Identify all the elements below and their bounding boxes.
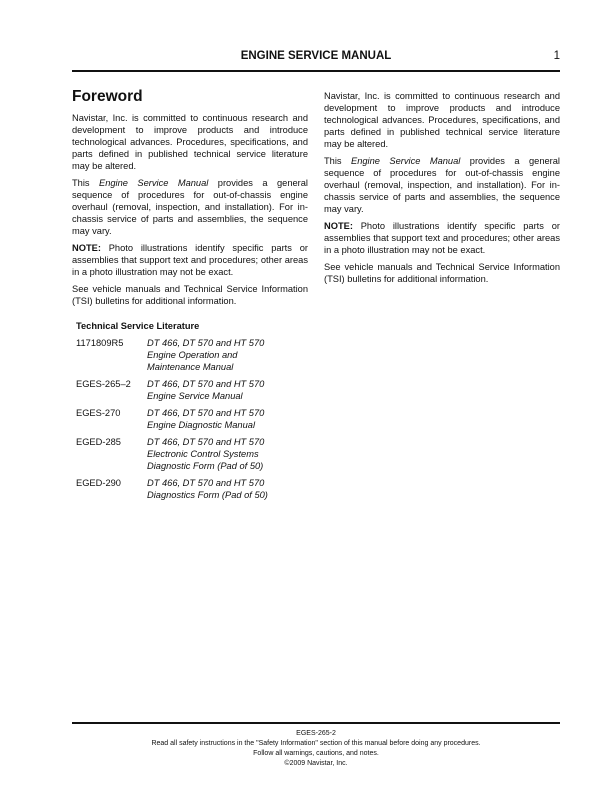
literature-code: 1171809R5 [76, 338, 124, 348]
paragraph-note [324, 220, 560, 256]
footer-safety-line: Read all safety instructions in the "Safety Information" section of this manual before doing any procedures. [151, 740, 481, 747]
text: This [72, 178, 100, 188]
literature-code: EGED-290 [76, 478, 121, 488]
note-label: NOTE: [72, 243, 101, 253]
header-title: ENGINE SERVICE MANUAL [240, 50, 392, 62]
foreword-heading: Foreword [72, 88, 143, 105]
page-header [72, 49, 560, 65]
paragraph-manual [324, 155, 560, 215]
literature-title: DT 466, DT 570 and HT 570 Engine Diagnostic Manual [147, 408, 265, 430]
paragraph-intro: Navistar, Inc. is committed to continuous research and development to improve products and introduce technological advances. Procedures, specifications, and parts defined in published technical service literature may be altered. [324, 91, 560, 149]
paragraph-manual [72, 177, 308, 237]
literature-title: DT 466, DT 570 and HT 570 Engine Service Manual [147, 379, 265, 401]
paragraph-intro: Navistar, Inc. is committed to continuous research and development to improve products and introduce technological advances. Procedures, specifications, and parts defined in published technical service literature may be altered. [72, 113, 308, 171]
literature-title: DT 466, DT 570 and HT 570 Electronic Control Systems Diagnostic Form (Pad of 50) [147, 437, 265, 471]
literature-row [76, 407, 316, 431]
literature-row [76, 378, 316, 402]
literature-code: EGES-265–2 [76, 379, 131, 389]
header-rule [72, 70, 560, 72]
note-label: NOTE: [324, 221, 353, 231]
literature-row [76, 337, 316, 373]
text: Photo illustrations identify specific parts or assemblies that support text and procedures; other areas in a photo illustration may not be exact. [72, 243, 308, 277]
text: This [324, 156, 352, 166]
footer-copyright: ©2009 Navistar, Inc. [284, 760, 348, 767]
literature-row [76, 477, 316, 501]
page-number: 1 [553, 50, 560, 62]
literature-code: EGES-270 [76, 408, 121, 418]
paragraph-see: See vehicle manuals and Technical Service Information (TSI) bulletins for additional information. [72, 284, 308, 306]
text: Photo illustrations identify specific parts or assemblies that support text and procedures; other areas in a photo illustration may not be exact. [324, 221, 560, 255]
text: provides a general sequence of procedures for out-of-chassis engine overhaul (removal, inspection, and installation). For in-chassis service of parts and assemblies, the sequence may vary. [72, 178, 308, 236]
paragraph-note [72, 242, 308, 278]
page-footer [72, 729, 560, 769]
manual-title: Engine Service Manual [351, 156, 461, 166]
right-column [324, 90, 560, 290]
text: provides a general sequence of procedures for out-of-chassis engine overhaul (removal, inspection, and installation). For in-chassis service of parts and assemblies, the sequence may vary. [324, 156, 560, 214]
literature-title: DT 466, DT 570 and HT 570 Diagnostics Form (Pad of 50) [147, 478, 268, 500]
manual-title: Engine Service Manual [99, 178, 209, 188]
literature-heading: Technical Service Literature [76, 321, 200, 331]
footer-warnings-line: Follow all warnings, cautions, and notes. [253, 750, 379, 757]
literature-code: EGED-285 [76, 437, 121, 447]
literature-row [76, 436, 316, 472]
paragraph-see: See vehicle manuals and Technical Service Information (TSI) bulletins for additional information. [324, 262, 560, 284]
footer-doc-id: EGES-265-2 [296, 730, 336, 737]
literature-table [76, 320, 316, 506]
left-column [72, 88, 308, 312]
literature-title: DT 466, DT 570 and HT 570 Engine Operation and Maintenance Manual [147, 338, 265, 372]
footer-rule [72, 722, 560, 724]
